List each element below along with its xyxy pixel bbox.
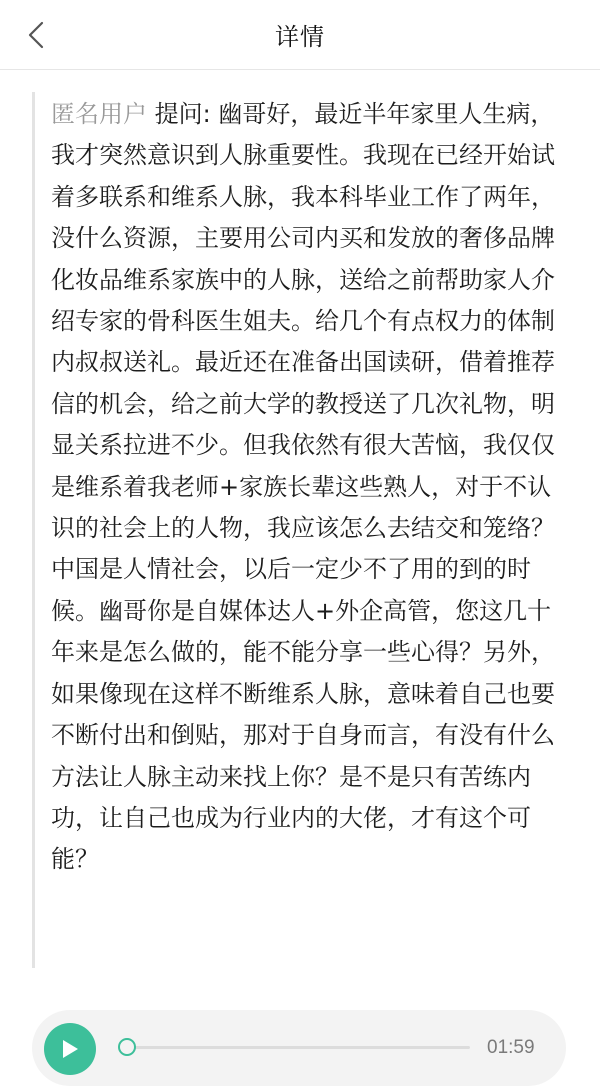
page-title: 详情 <box>275 23 325 51</box>
progress-track[interactable] <box>122 1046 470 1049</box>
question-block <box>32 92 572 968</box>
question-label: 提问: <box>147 100 219 128</box>
play-icon <box>60 1038 80 1060</box>
chevron-left-icon <box>28 21 44 49</box>
back-button[interactable] <box>22 18 50 52</box>
question-text-block <box>51 94 563 881</box>
audio-duration: 01:59 <box>487 1037 535 1058</box>
play-button[interactable] <box>44 1023 96 1075</box>
asker-name: 匿名用户 <box>51 100 147 128</box>
top-bar <box>0 0 600 70</box>
question-body: 幽哥好，最近半年家里人生病，我才突然意识到人脉重要性。我现在已经开始试着多联系和维系人脉，我本科毕业工作了两年，没什么资源，主要用公司内买和发放的奢侈品牌化妆品维系家族中的人脉，送给之前帮助家人介绍专家的骨科医生姐夫。给几个有点权力的体制内叔叔送礼。最近还在准备出国读研，借着推荐信的机会，给之前大学的教授送了几次礼物，明显关系拉进不少。但我依然有很大苦恼，我仅仅是维系着我老师+家族长辈这些熟人，对于不认识的社会上的人物，我应该怎么去结交和笼络？中国是人情社会，以后一定少不了用的到的时候。幽哥你是自媒体达人+外企高管，您这几十年来是怎么做的，能不能分享一些心得？另外，如果像现在这样不断维系人脉，意味着自己也要不断付出和倒贴，那对于自身而言，有没有什么方法让人脉主动来找上你？是不是只有苦练内功，让自己也成为行业内的大佬，才有这个可能？ <box>51 100 555 874</box>
audio-player <box>32 1010 566 1086</box>
progress-thumb[interactable] <box>118 1038 136 1056</box>
